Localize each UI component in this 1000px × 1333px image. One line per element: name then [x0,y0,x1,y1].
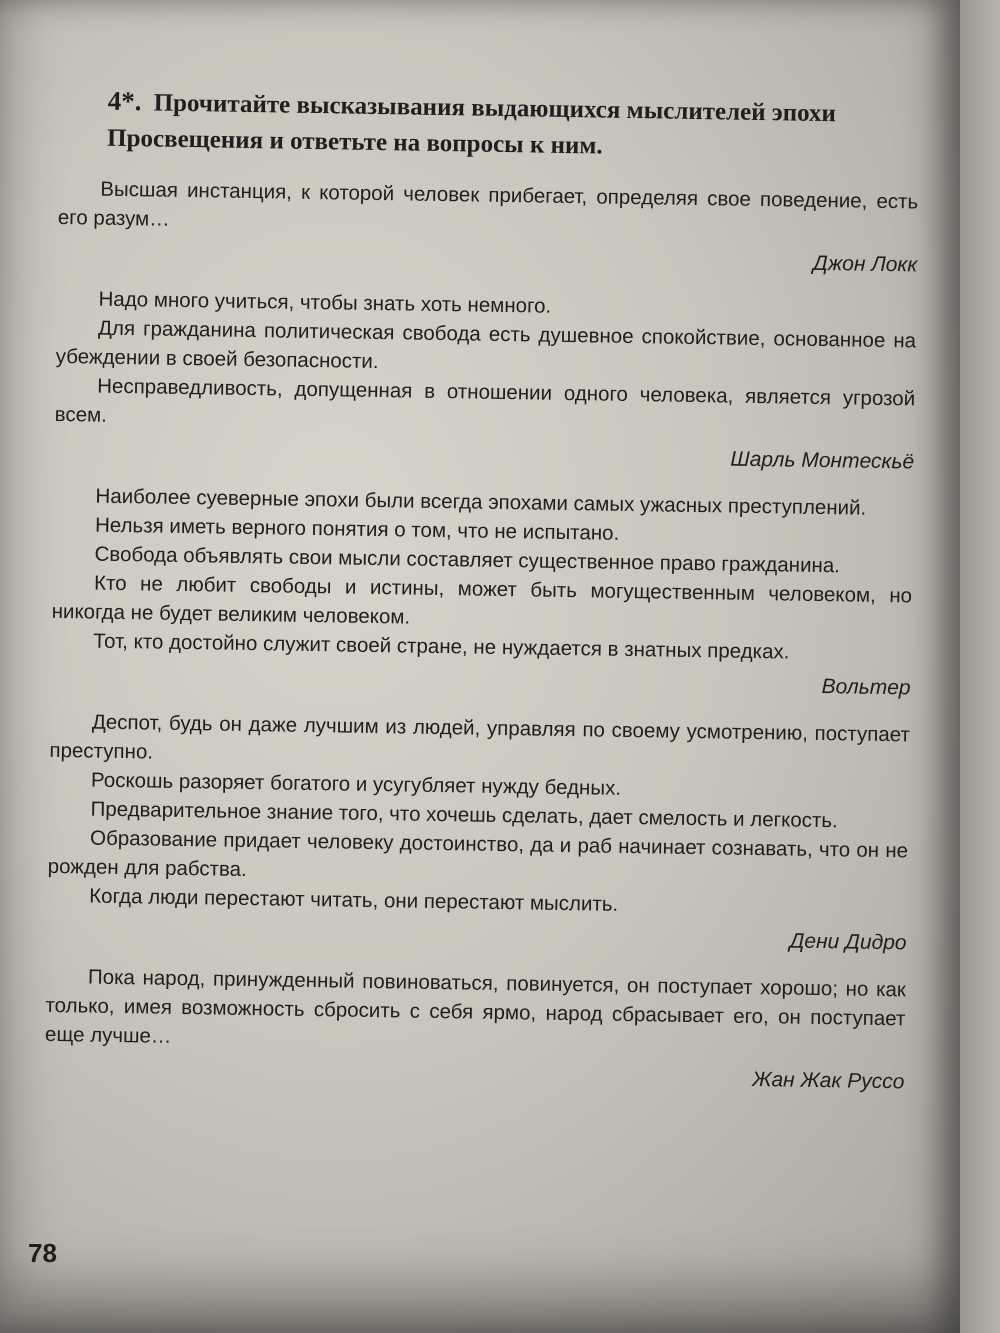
quote-author: Дени Дидро [789,929,907,955]
quote-group-locke [57,174,918,277]
quote-author: Вольтер [821,675,911,700]
quote-group-rousseau [44,962,906,1094]
quote: Роскошь разоряет богатого и усугубляет нужду бедных. [90,768,622,800]
quote: Пока народ, принужденный повиноваться, повинуется, он поступает хорошо; но как только, имея возможность сбросить с себя ярмо, народ сбрасывает его, он поступает еще лучше… [44,965,907,1048]
quote-group-voltaire [50,481,913,700]
quote-group-montesquieu [54,284,917,474]
quote: Когда люди перестают читать, они перестают мыслить. [89,884,619,916]
quote-author: Жан Жак Руссо [752,1067,905,1094]
quote: Несправедливость, допущенная в отношении одного человека, является угрозой всем. [54,374,916,427]
quote: Нельзя иметь верного понятия о том, что не испытано. [94,513,620,545]
quote: Деспот, будь он даже лучшим из людей, управляя по своему усмотрению, поступает преступно. [49,710,911,764]
task-number: 4*. [107,85,142,117]
quote: Для гражданина политическая свобода есть душевное спокойствие, основанное на убеждении в своей безопасности. [55,316,917,374]
quote-group-diderot [46,707,910,955]
quote-author: Шарль Монтескьё [730,447,915,474]
quote: Образование придает человеку достоинство, да и раб начинает сознавать, что он не рожден для рабства. [47,826,909,882]
quote: Предварительное знание того, что хочешь сделать, дает смелость и легкость. [90,797,838,833]
task-title-text: Прочитайте высказывания выдающихся мыслителей эпохи Просвещения и ответьте на вопросы к ним. [106,89,837,160]
page-number: 78 [28,1238,57,1268]
quote-author: Джон Локк [812,251,918,277]
quote: Свобода объявлять свои мысли составляет существенное право гражданина. [94,542,841,578]
task-heading [59,82,920,169]
quote: Надо много учиться, чтобы знать хоть немного. [98,287,552,318]
quote: Высшая инстанция, к которой человек прибегает, определяя свое поведение, есть его разум… [57,177,919,231]
page-content [44,82,920,1114]
quote: Наиболее суеверные эпохи были всегда эпохами самых ужасных преступлений. [95,484,867,520]
quote: Тот, кто достойно служит своей стране, не нуждается в знатных предках. [93,629,790,664]
quote: Кто не любит свободы и истины, может быть могущественным человеком, но никогда не будет великим человеком. [51,571,913,629]
